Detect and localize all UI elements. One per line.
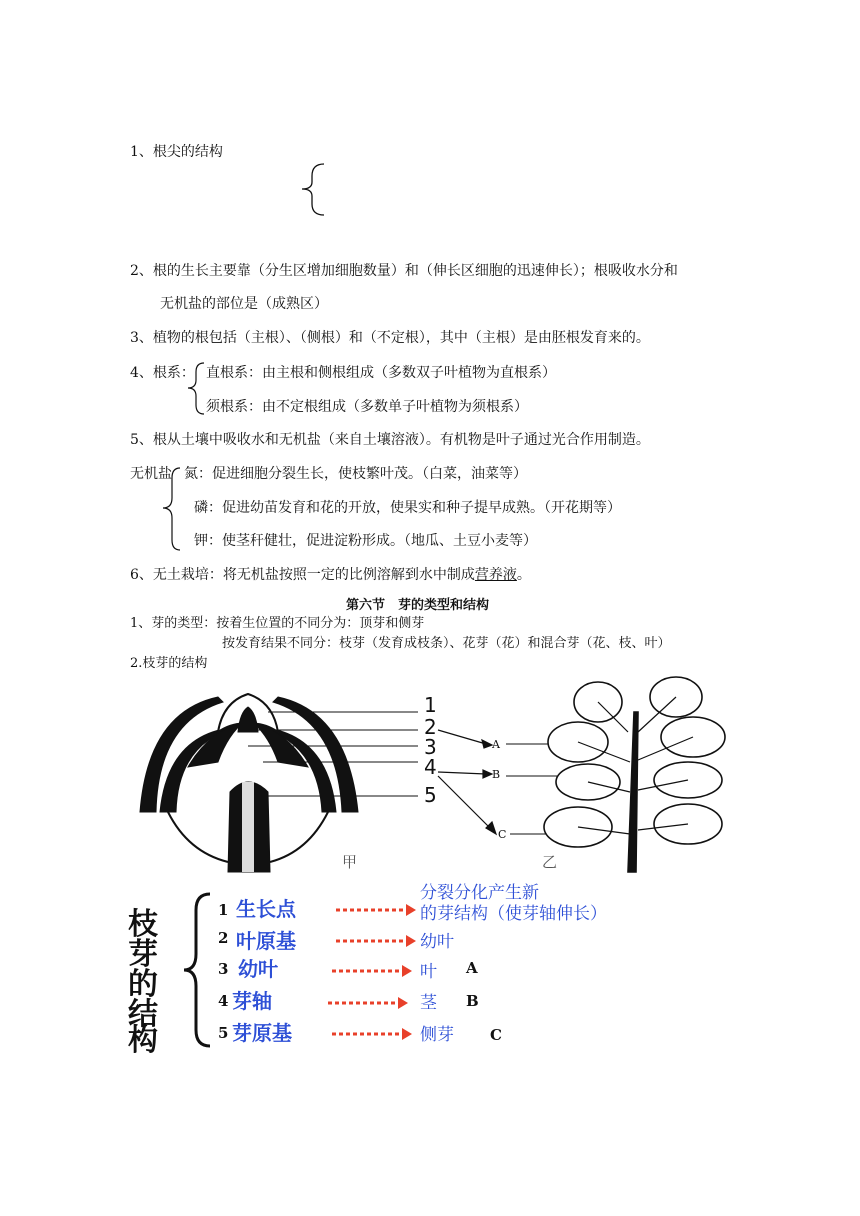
bud-diagram [140, 694, 358, 872]
arrow-heads [398, 904, 416, 1040]
bud-branch-figure [128, 672, 748, 882]
bud-structure-table [128, 882, 728, 1058]
title-char-2: 芽 [128, 937, 158, 972]
bud-number-2: 2 [424, 715, 437, 739]
bud-number-5: 5 [424, 783, 437, 807]
row-num-5: 5 [218, 1024, 229, 1042]
row-letter-b: B [466, 992, 479, 1010]
result-leaf: 叶 [420, 962, 437, 982]
root-tip-brace [290, 160, 330, 220]
fibrous-root-system: 须根系：由不定根组成（多数单子叶植物为须根系） [206, 399, 528, 415]
branch-letter-b: B [492, 768, 501, 781]
hydroponics-line [130, 566, 531, 584]
bud-number-4: 4 [424, 755, 437, 779]
row-letter-a: A [466, 959, 478, 977]
phosphorus-line: 磷：促进幼苗发育和花的开放，使果实和种子提早成熟。（开花期等） [194, 500, 621, 516]
branch-letter-c: C [498, 828, 507, 841]
row-letter-c: C [490, 1026, 502, 1044]
part-young-leaf: 幼叶 [238, 957, 278, 981]
growth-line-2: 无机盐的部位是（成熟区） [160, 296, 328, 312]
title-char-3: 的 [128, 967, 158, 1002]
result-stem: 茎 [420, 993, 437, 1013]
row-num-4: 4 [218, 992, 229, 1010]
mapping-arrows [438, 730, 496, 834]
branch-letter-a: A [492, 738, 500, 751]
bud-types-line-1: 1、芽的类型：按着生位置的不同分为：顶芽和侧芽 [130, 616, 425, 631]
hydroponics-suffix: 。 [516, 567, 531, 583]
growth-line-1: 2、根的生长主要靠（分生区增加细胞数量）和（伸长区细胞的迅速伸长）；根吸收水分和 [130, 263, 678, 279]
nutrient-solution-term: 营养液 [474, 567, 517, 583]
root-system-brace [184, 360, 208, 420]
result-new-bud-structure: 分裂分化产生新 [420, 883, 539, 903]
absorb-line: 5、根从土壤中吸收水和无机盐（来自土壤溶液）。有机物是叶子通过光合作用制造。 [130, 432, 650, 448]
table-brace [184, 894, 210, 1046]
minerals-brace [158, 464, 186, 556]
bud-number-1: 1 [424, 693, 437, 717]
section-title: 第六节 芽的类型和结构 [346, 598, 490, 613]
title-char-4: 结 [128, 997, 158, 1032]
dotted-arrows [328, 910, 406, 1034]
tap-root-system: 直根系：由主根和侧根组成（多数双子叶植物为直根系） [206, 365, 556, 381]
bud-number-3: 3 [424, 735, 437, 759]
nitrogen-line: 氮：促进细胞分裂生长，使枝繁叶茂。（白菜，油菜等） [184, 466, 527, 482]
part-bud-axis: 芽轴 [232, 989, 272, 1013]
branch-diagram [544, 677, 725, 872]
title-char-5: 构 [128, 1023, 158, 1058]
caption-yi: 乙 [542, 853, 558, 871]
part-growth-point: 生长点 [236, 897, 296, 921]
row-num-1: 1 [218, 901, 229, 919]
part-leaf-primordium: 叶原基 [236, 929, 296, 953]
hydroponics-prefix: 6、无土栽培：将无机盐按照一定的比例溶解到水中制成 [130, 567, 475, 583]
bud-structure-heading: 2.枝芽的结构 [130, 656, 208, 671]
part-bud-primordium: 芽原基 [232, 1021, 292, 1045]
caption-jia: 甲 [342, 853, 358, 871]
bud-types-line-2: 按发育结果不同分：枝芽（发育成枝条）、花芽（花）和混合芽（花、枝、叶） [222, 636, 671, 651]
result-bud-axis-elongation: 的芽结构（使芽轴伸长） [420, 904, 607, 924]
result-young-leaf: 幼叶 [420, 932, 454, 952]
title-char-1: 枝 [128, 907, 158, 942]
root-system-label: 4、根系： [130, 365, 195, 381]
row-num-2: 2 [218, 929, 229, 947]
potassium-line: 钾：使茎秆健壮，促进淀粉形成。（地瓜、土豆小麦等） [194, 533, 537, 549]
root-tip-heading: 1、根尖的结构 [130, 144, 223, 160]
minerals-label: 无机盐 [130, 466, 172, 482]
result-lateral-bud: 侧芽 [420, 1025, 454, 1045]
roots-line: 3、植物的根包括（主根）、（侧根）和（不定根），其中（主根）是由胚根发育来的。 [130, 330, 650, 346]
row-num-3: 3 [218, 960, 229, 978]
